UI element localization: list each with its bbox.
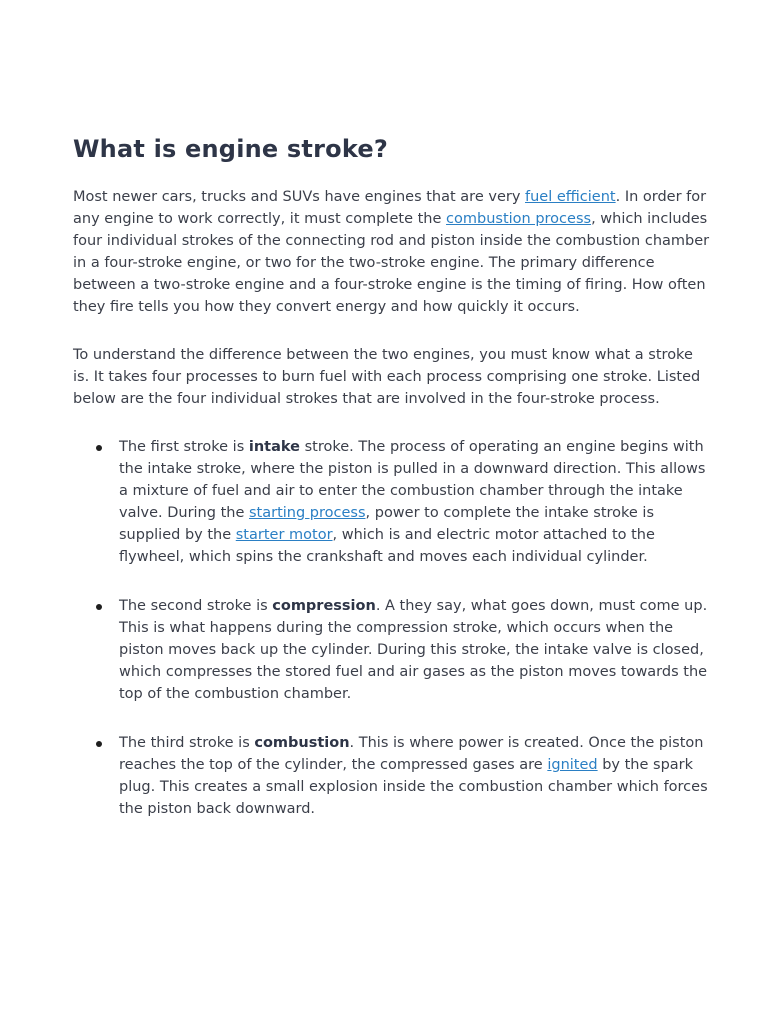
starting-process-link[interactable]: starting process	[248, 505, 366, 521]
compression-term: compression	[272, 598, 376, 614]
combustion-text-2: . This is where power is created. Once the piston reaches the top of the cylinder, the compressed gases are	[119, 735, 704, 773]
intro-text-1: Most newer cars, trucks and SUVs have engines that are very	[73, 189, 526, 205]
page-title: What is engine stroke?	[73, 135, 388, 163]
list-item-combustion	[73, 732, 713, 820]
intake-text-3: , power to complete the intake stroke is supplied by the	[119, 505, 655, 543]
compression-text-1: The second stroke is	[119, 598, 273, 614]
list-item-compression	[73, 595, 713, 705]
intake-text-2: stroke. The process of operating an engine begins with the intake stroke, where the piston is pulled in a downward direction. This allows a mixture of fuel and air to enter the combustion chamber through the intake valve. During the	[119, 439, 706, 521]
stroke-definition-paragraph: To understand the difference between the two engines, you must know what a stroke is. It takes four processes to burn fuel with each process comprising one stroke. Listed below are the four individual strokes that are involved in the four-stroke process.	[73, 347, 701, 407]
starter-motor-link[interactable]: starter motor	[235, 527, 333, 543]
strokes-list	[73, 436, 713, 820]
bullet-icon	[96, 445, 102, 451]
intro-text-2: . In order for any engine to work correctly, it must complete the	[73, 189, 707, 227]
combustion-text-3: by the spark plug. This creates a small explosion inside the combustion chamber which forces the piston back downward.	[119, 757, 708, 817]
bullet-icon	[96, 604, 102, 610]
intake-text-1: The first stroke is	[119, 439, 249, 455]
compression-text-2: . A they say, what goes down, must come up. This is what happens during the compression stroke, which occurs when the piston moves back up the cylinder. During this stroke, the intake valve is closed, which compresses the stored fuel and air gases as the piston moves towards the top of the combustion chamber.	[119, 598, 708, 702]
combustion-term: combustion	[254, 735, 350, 751]
intake-text-4: , which is and electric motor attached to the flywheel, which spins the crankshaft and moves each individual cylinder.	[119, 527, 655, 565]
intake-term: intake	[248, 439, 300, 455]
article	[73, 132, 713, 847]
ignited-link[interactable]: ignited	[547, 757, 598, 773]
intro-text-3: , which includes four individual strokes of the connecting rod and piston inside the combustion chamber in a four-stroke engine, or two for the two-stroke engine. The primary difference between a two-stroke engine and a four-stroke engine is the timing of firing. How often they fire tells you how they convert energy and how quickly it occurs.	[73, 211, 710, 315]
intro-paragraph	[73, 186, 713, 318]
fuel-efficient-link[interactable]: fuel efficient	[525, 189, 616, 205]
combustion-text-1: The third stroke is	[119, 735, 255, 751]
combustion-process-link[interactable]: combustion process	[446, 211, 592, 227]
list-item-intake	[73, 436, 713, 568]
bullet-icon	[96, 741, 102, 747]
